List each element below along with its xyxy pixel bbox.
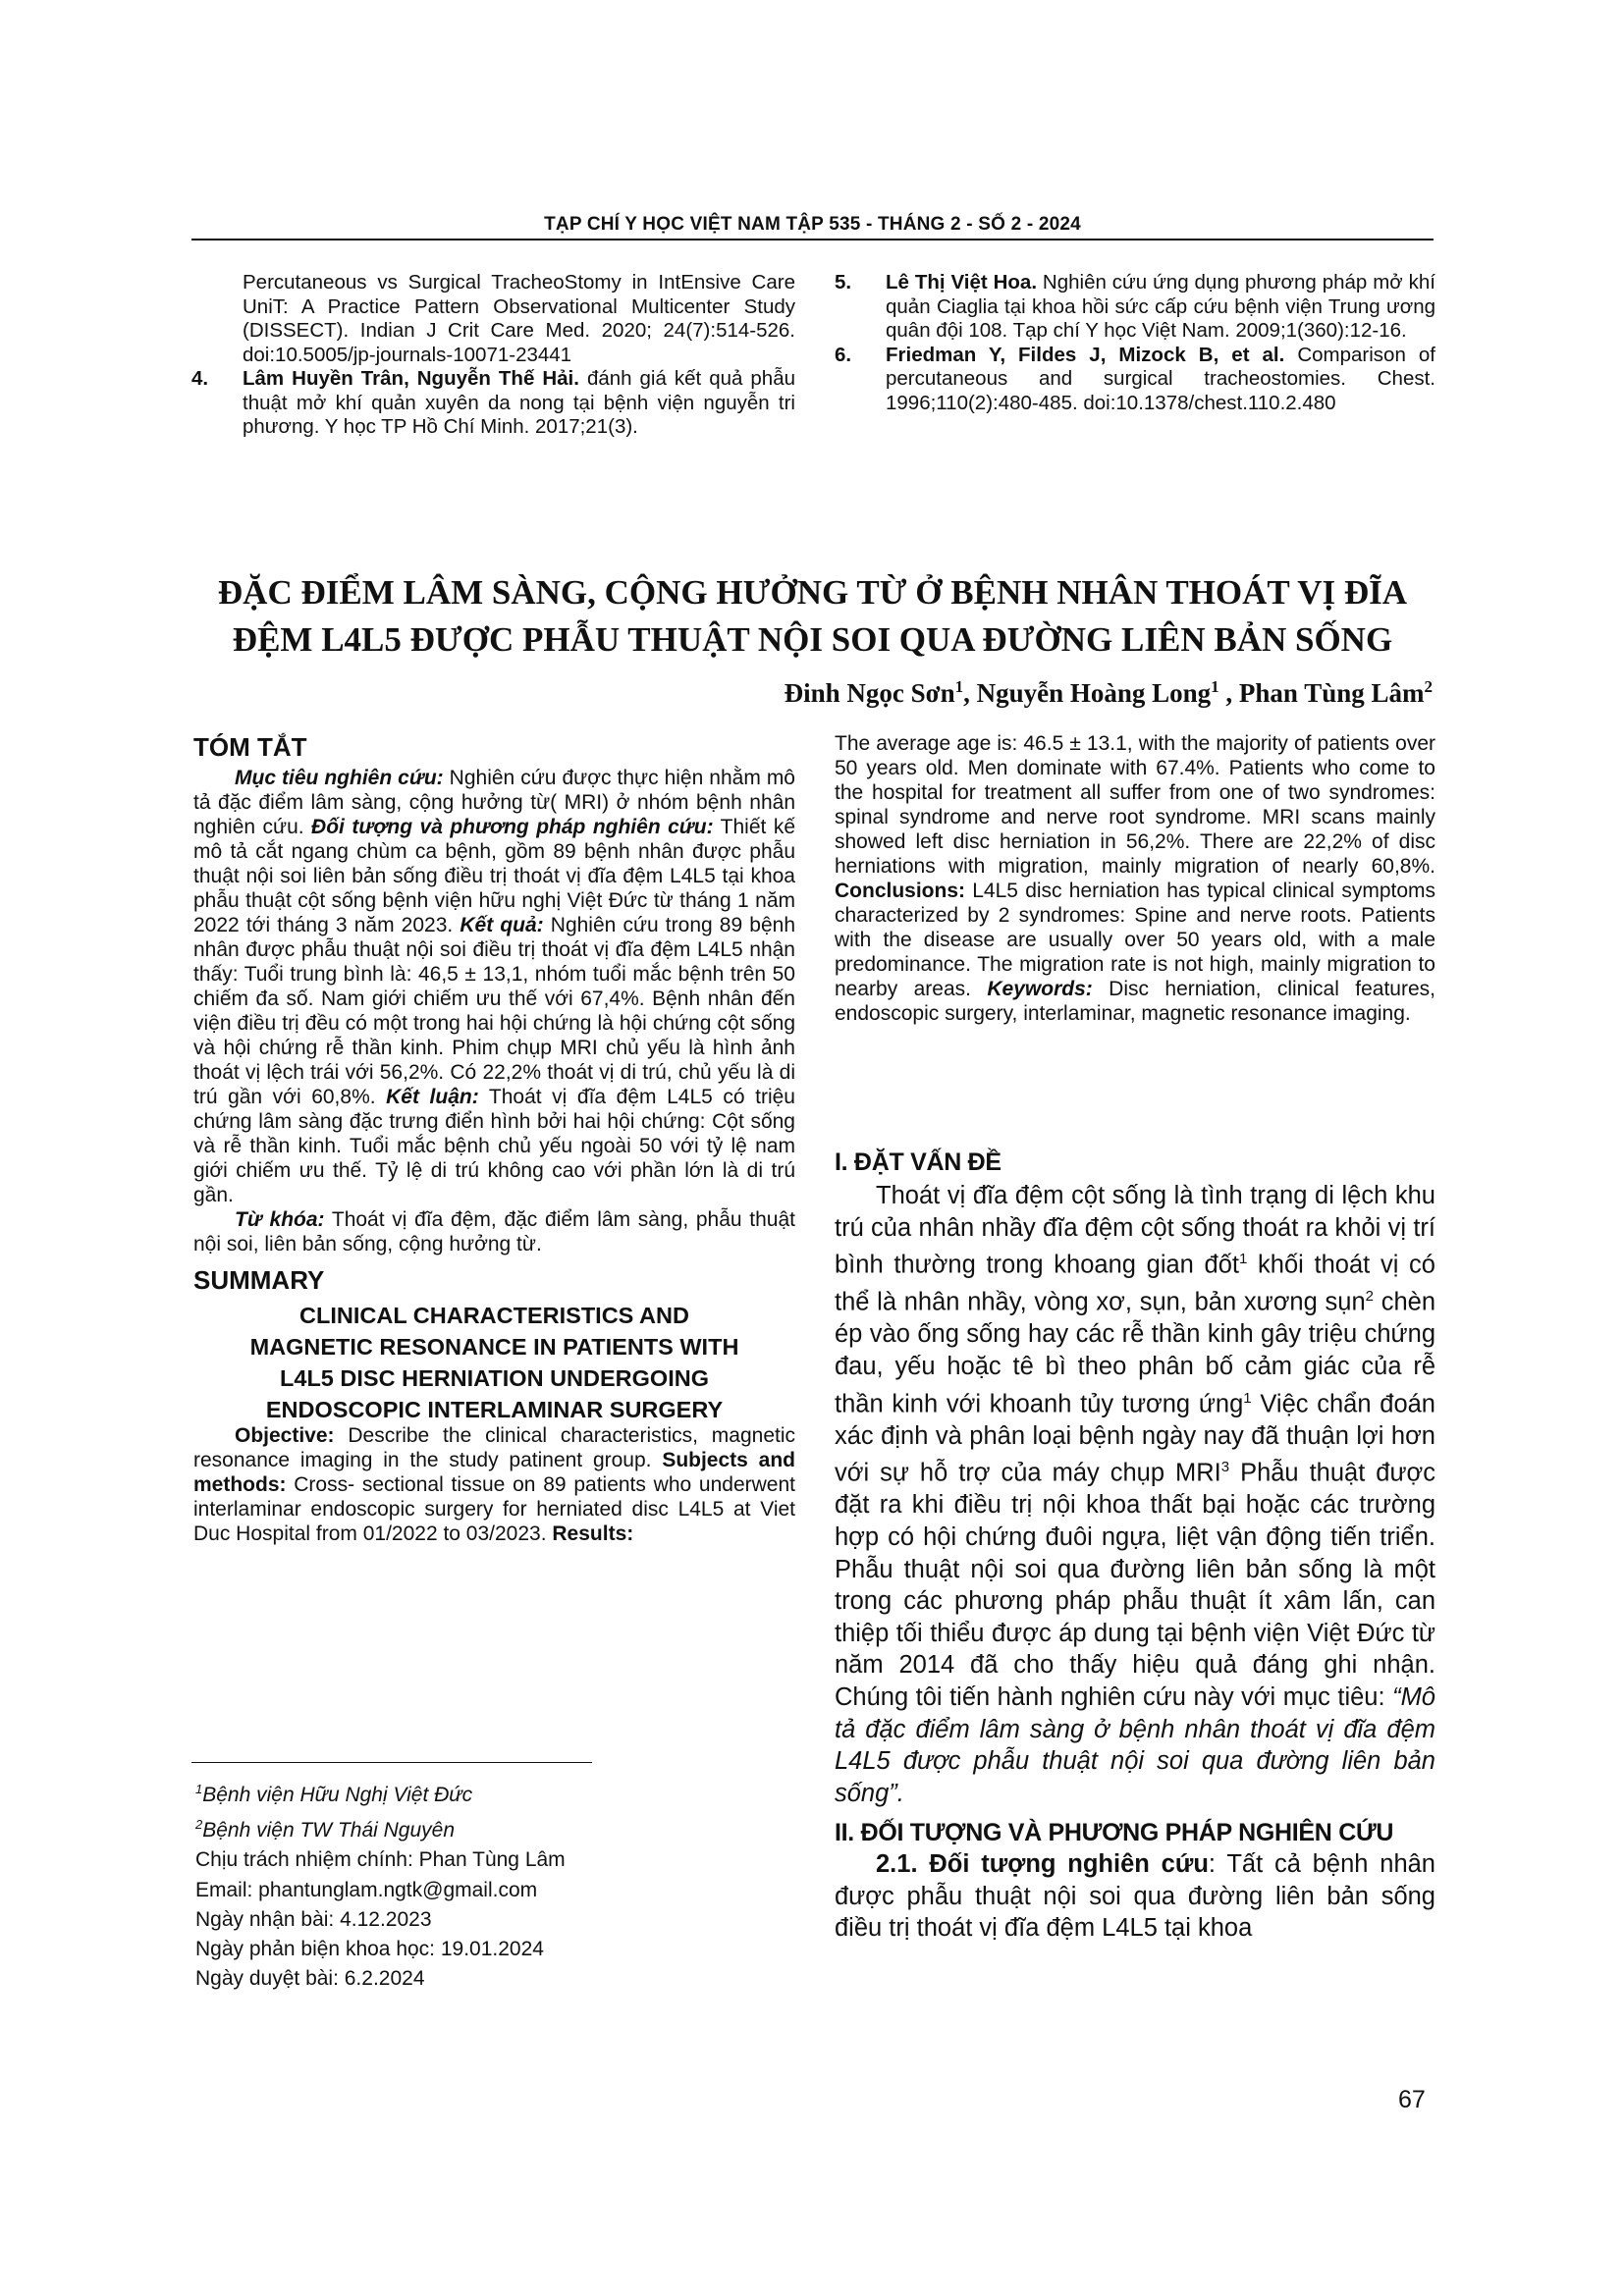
study-objective-quote: “Mô tả đặc điểm lâm sàng ở bệnh nhân thoát vị đĩa đệm L4L5 được phẫu thuật nội soi qua đường liên bản sống”. — [835, 1682, 1435, 1807]
reference-6 — [835, 344, 1435, 416]
reference-text: Comparison of percutaneous and surgical tracheostomies. Chest. 1996;110(2):480-485. doi:10.1378/chest.110.2.480 — [886, 343, 1435, 414]
date-reviewed: Ngày phản biện khoa học: 19.01.2024 — [195, 1938, 544, 1961]
abstract-column — [193, 731, 795, 1546]
intro-text: Việc chẩn đoán xác định và phân loại bệnh ngày nay đã thuận lợi hơn với sự hỗ trợ của máy chụp MRI — [835, 1390, 1435, 1487]
footnote-divider — [191, 1762, 592, 1763]
reference-5 — [835, 271, 1435, 344]
reference-authors: Lê Thị Việt Hoa. — [886, 271, 1038, 294]
abstract-text: Nghiên cứu trong 89 bệnh nhân được phẫu thuật nội soi điều trị thoát vị đĩa đệm L4L5 nhận thấy: Tuổi trung bình là: 46,5 ± 13,1, nhóm tuổi mắc bệnh trên 50 chiếm đa số. Nam giới chiếm ưu thế với 67,4%. Bệnh nhân đến viện điều trị đều có một trong hai hội chứng là hội chứng cột sống và hội chứng rễ thần kinh. Phim chụp MRI chủ yếu là hình ảnh thoát vị lệch trái với 56,2%. Có 22,2% thoát vị di trú, chủ yếu là di trú gần với 60,8%. — [193, 914, 795, 1108]
affiliation — [195, 1810, 566, 1845]
corresponding-author: Chịu trách nhiệm chính: Phan Tùng Lâm — [195, 1848, 566, 1872]
reference-authors: Lâm Huyền Trân, Nguyễn Thế Hải. — [243, 367, 579, 390]
reference-text: đánh giá kết quả phẫu thuật mở khí quản xuyên da nong tại bệnh viện nguyễn tri phương. Y học TP Hồ Chí Minh. 2017;21(3). — [243, 367, 796, 438]
keywords-text: Disc herniation, clinical features, endoscopic surgery, interlaminar, magnetic resonance imaging. — [835, 978, 1435, 1025]
author-affiliation-mark: 2 — [1424, 677, 1433, 696]
abstract-text: Nghiên cứu được thực hiện nhằm mô tả đặc điểm lâm sàng, cộng hưởng từ( MRI) ở nhóm bệnh nhân nghiên cứu. — [193, 767, 795, 838]
keywords-vietnamese — [193, 1207, 795, 1256]
affiliation-name: Bệnh viện Hữu Nghị Việt Đức — [202, 1784, 473, 1806]
intro-text: khối thoát vị có thể là nhân nhầy, vòng xơ, sụn, bản xương sụn — [835, 1251, 1435, 1316]
abstract-text: Thoát vị đĩa đệm L4L5 có triệu chứng lâm sàng đặc trưng điển hình bởi hai hội chứng: Cột sống và rễ thần kinh. Tuổi mắc bệnh chủ yếu ngoài 50 với tỷ lệ nam giới chiếm ưu thế. Tỷ lệ di trú không cao với phần lớn là di trú gần. — [193, 1086, 795, 1206]
methods-paragraph — [835, 1848, 1435, 1945]
footnotes — [195, 1775, 566, 1994]
abstract-english-part1 — [193, 1423, 795, 1546]
keywords-label: Từ khóa: — [235, 1208, 325, 1231]
subsection-label: 2.1. Đối tượng nghiên cứu — [876, 1850, 1209, 1879]
reference-4 — [191, 367, 795, 440]
introduction-column — [835, 1147, 1435, 1945]
article-title — [191, 569, 1434, 664]
reference-text: Nghiên cứu ứng dụng phương pháp mở khí quản Ciaglia tại khoa hồi sức cấp cứu bệnh viện Trung ương quân đội 108. Tạp chí Y học Việt Nam. 2009;1(360):12-16. — [886, 271, 1435, 342]
date-accepted: Ngày duyệt bài: 6.2.2024 — [195, 1967, 425, 1991]
section-heading-summary: SUMMARY — [193, 1265, 325, 1295]
abstract-text: Cross- sectional tissue on 89 patients who underwent interlaminar endoscopic surgery for herniated disc L4L5 at Viet Duc Hospital from 01/2022 to 03/2023. — [193, 1473, 795, 1545]
summary-title-line: ENDOSCOPIC INTERLAMINAR SURGERY — [265, 1397, 724, 1422]
citation-mark: 3 — [1220, 1459, 1230, 1476]
summary-title-line: CLINICAL CHARACTERISTICS AND — [299, 1303, 689, 1328]
author-affiliation-mark: 1 — [954, 677, 964, 696]
abstract-text: Thiết kế mô tả cắt ngang chùm ca bệnh, gồm 89 bệnh nhân được phẫu thuật nội soi liên bản sống điều trị thoát vị đĩa đệm L4L5 tại khoa phẫu thuật cột sống bệnh viện hữu nghị Việt Đức từ tháng 1 năm 2022 tới tháng 3 năm 2023. — [193, 816, 795, 936]
date-received: Ngày nhận bài: 4.12.2023 — [195, 1907, 432, 1931]
abstract-label: Subjects and methods: — [193, 1449, 795, 1496]
keywords-text: Thoát vị đĩa đệm, đặc điểm lâm sàng, phẫu thuật nội soi, liên bản sống, cộng hưởng từ. — [193, 1208, 796, 1255]
affiliation-mark: 1 — [195, 1782, 203, 1796]
reference-number: 4. — [191, 367, 209, 390]
abstract-vietnamese — [193, 766, 795, 1207]
summary-title-line: MAGNETIC RESONANCE IN PATIENTS WITH — [249, 1334, 739, 1360]
author-list — [785, 677, 1433, 709]
intro-text: chèn ép vào ống sống hay các rễ thần kinh gây triệu chứng đau, yếu hoặc tê bì theo phân bố cảm giác của rễ thần kinh với khoanh tủy tương ứng — [835, 1288, 1436, 1418]
article-title-line-1: ĐẶC ĐIỂM LÂM SÀNG, CỘNG HƯỞNG TỪ Ở BỆNH NHÂN THOÁT VỊ ĐĨA — [217, 573, 1408, 612]
citation-mark: 2 — [1365, 1288, 1374, 1306]
affiliation-name: Bệnh viện TW Thái Nguyên — [202, 1819, 456, 1842]
journal-header: TẠP CHÍ Y HỌC VIỆT NAM TẬP 535 - THÁNG 2 - SỐ 2 - 2024 — [544, 214, 1081, 235]
author-separator: , — [963, 678, 977, 708]
abstract-label: Mục tiêu nghiên cứu: — [235, 767, 444, 789]
section-heading-tomtat: TÓM TẮT — [193, 732, 307, 762]
citation-mark: 1 — [1239, 1251, 1248, 1268]
header-divider — [191, 239, 1434, 240]
references-right — [835, 271, 1435, 415]
abstract-english-part2 — [835, 731, 1435, 1026]
reference-number: 6. — [835, 343, 852, 366]
abstract-label: Kết luận: — [386, 1086, 479, 1108]
keywords-label: Keywords: — [987, 978, 1093, 1000]
email: Email: phantunglam.ngtk@gmail.com — [195, 1878, 538, 1901]
abstract-text: L4L5 disc herniation has typical clinical symptoms characterized by 2 syndromes: Spine and nerve roots. Patients with the disease are usually over 50 years old, with a male predominance. The migration rate is not high, mainly migration to nearby areas. — [835, 880, 1435, 1000]
reference-authors: Friedman Y, Fildes J, Mizock B, et al. — [886, 343, 1285, 366]
affiliation — [195, 1775, 566, 1810]
author-name: Nguyễn Hoàng Long — [976, 678, 1212, 708]
reference-number: 5. — [835, 271, 852, 294]
abstract-label: Kết quả: — [460, 914, 544, 936]
author-separator: , — [1218, 678, 1239, 708]
summary-title — [193, 1300, 795, 1425]
author-affiliation-mark: 1 — [1211, 677, 1219, 696]
section-heading-introduction: I. ĐẶT VẤN ĐỀ — [835, 1148, 1001, 1176]
page-number: 67 — [1398, 2086, 1426, 2113]
intro-text: Phẫu thuật được đặt ra khi điều trị nội khoa thất bại hoặc các trường hợp có hội chứng đuôi ngựa, liệt vận động tiến triển. Phẫu thuật nội soi qua đường liên bản sống là một trong các phương pháp phẫu thuật ít xâm lấn, can thiệp tối thiểu được áp dung tại bệnh viện Việt Đức từ năm 2014 đã cho thấy hiệu quả đáng ghi nhận. Chúng tôi tiến hành nghiên cứu này với mục tiêu: — [835, 1459, 1435, 1711]
summary-title-line: L4L5 DISC HERNIATION UNDERGOING — [280, 1365, 709, 1391]
abstract-label: Đối tượng và phương pháp nghiên cứu: — [311, 816, 714, 838]
author-name: Đinh Ngọc Sơn — [784, 678, 955, 708]
abstract-label: Results: — [552, 1522, 634, 1545]
citation-mark: 1 — [1243, 1389, 1252, 1407]
abstract-text: The average age is: 46.5 ± 13.1, with the majority of patients over 50 years old. Men dominate with 67.4%. Patients who come to the hospital for treatment all suffer from one of two syndromes: spinal syndrome and nerve root syndrome. MRI scans mainly showed left disc herniation in 56,2%. There are 22,2% of disc herniations with migration, mainly migration of nearly 60,8%. — [835, 732, 1435, 878]
summary-continued-column — [835, 731, 1435, 1026]
abstract-label: Conclusions: — [835, 880, 966, 902]
methods-text: : Tất cả bệnh nhân được phẫu thuật nội soi qua đường liên bản sống điều trị thoát vị đĩa đệm L4L5 tại khoa — [835, 1850, 1435, 1943]
author-name: Phan Tùng Lâm — [1238, 678, 1425, 708]
abstract-text: Describe the clinical characteristics, magnetic resonance imaging in the study patinent group. — [193, 1424, 795, 1471]
affiliation-mark: 2 — [195, 1817, 203, 1833]
intro-text: Thoát vị đĩa đệm cột sống là tình trạng di lệch khu trú của nhân nhầy đĩa đệm cột sống thoát ra khỏi vị trí bình thường trong khoang gian đốt — [835, 1182, 1435, 1279]
article-title-line-2: ĐỆM L4L5 ĐƯỢC PHẪU THUẬT NỘI SOI QUA ĐƯỜNG LIÊN BẢN SỐNG — [232, 620, 1393, 659]
section-heading-methods: II. ĐỐI TƯỢNG VÀ PHƯƠNG PHÁP NGHIÊN CỨU — [835, 1819, 1394, 1847]
references-left — [191, 271, 796, 440]
abstract-label: Objective: — [235, 1424, 335, 1447]
reference-3-continued: Percutaneous vs Surgical TracheoStomy in IntEnsive Care UniT: A Practice Pattern Observational Multicenter Study (DISSECT). Indian J Crit Care Med. 2020; 24(7):514-526. doi:10.5005/jp-journals-10071-23441 — [243, 271, 795, 366]
introduction-paragraph — [835, 1180, 1435, 1809]
